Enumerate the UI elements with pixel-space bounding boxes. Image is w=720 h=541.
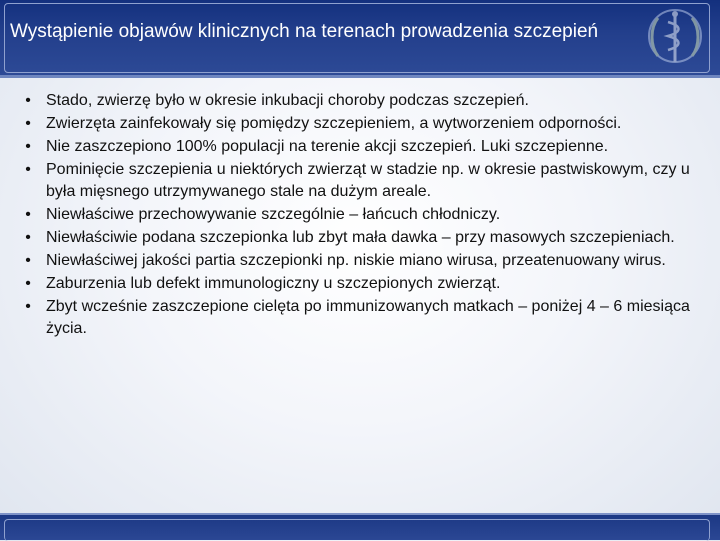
bullet-text: Zbyt wcześnie zaszczepione cielęta po immunizowanych matkach – poniżej 4 – 6 miesiąca życia. [46, 298, 690, 337]
bullet-icon: • [25, 252, 31, 269]
bullet-icon: • [25, 115, 31, 132]
bullet-text: Niewłaściwe przechowywanie szczególnie – łańcuch chłodniczy. [46, 206, 501, 223]
list-item [18, 90, 698, 112]
list-item [18, 136, 698, 158]
list-item [18, 227, 698, 249]
slide-title: Wystąpienie objawów klinicznych na terenach prowadzenia szczepień [10, 21, 599, 42]
bullet-text: Zaburzenia lub defekt immunologiczny u szczepionych zwierząt. [46, 275, 501, 292]
list-item [18, 296, 698, 340]
bullet-icon: • [25, 298, 31, 315]
bullet-text: Pominięcie szczepienia u niektórych zwierząt w stadzie np. w okresie pastwiskowym, czy u była mięsnego utrzymywanego stale na dużym areale. [46, 161, 690, 200]
footer-frame [4, 519, 710, 541]
bullet-icon: • [25, 275, 31, 292]
list-item [18, 273, 698, 295]
bullet-icon: • [25, 92, 31, 109]
bullet-icon: • [25, 206, 31, 223]
bullet-text: Nie zaszczepiono 100% populacji na terenie akcji szczepień. Luki szczepienne. [46, 138, 609, 155]
list-item [18, 250, 698, 272]
title-bar [0, 0, 720, 78]
bullet-icon: • [25, 161, 31, 178]
bullet-icon: • [25, 229, 31, 246]
list-item [18, 159, 698, 203]
bullet-text: Niewłaściwie podana szczepionka lub zbyt mała dawka – przy masowych szczepieniach. [46, 229, 675, 246]
bullet-icon: • [25, 138, 31, 155]
caduceus-emblem-icon [644, 6, 706, 72]
bullet-text: Niewłaściwej jakości partia szczepionki np. niskie miano wirusa, przeatenuowany wirus. [46, 252, 666, 269]
bullet-text: Zwierzęta zainfekowały się pomiędzy szczepieniem, a wytworzeniem odporności. [46, 115, 622, 132]
list-item [18, 204, 698, 226]
bullet-list [18, 90, 698, 341]
list-item [18, 113, 698, 135]
bullet-text: Stado, zwierzę było w okresie inkubacji choroby podczas szczepień. [46, 92, 529, 109]
footer-bar [0, 513, 720, 540]
